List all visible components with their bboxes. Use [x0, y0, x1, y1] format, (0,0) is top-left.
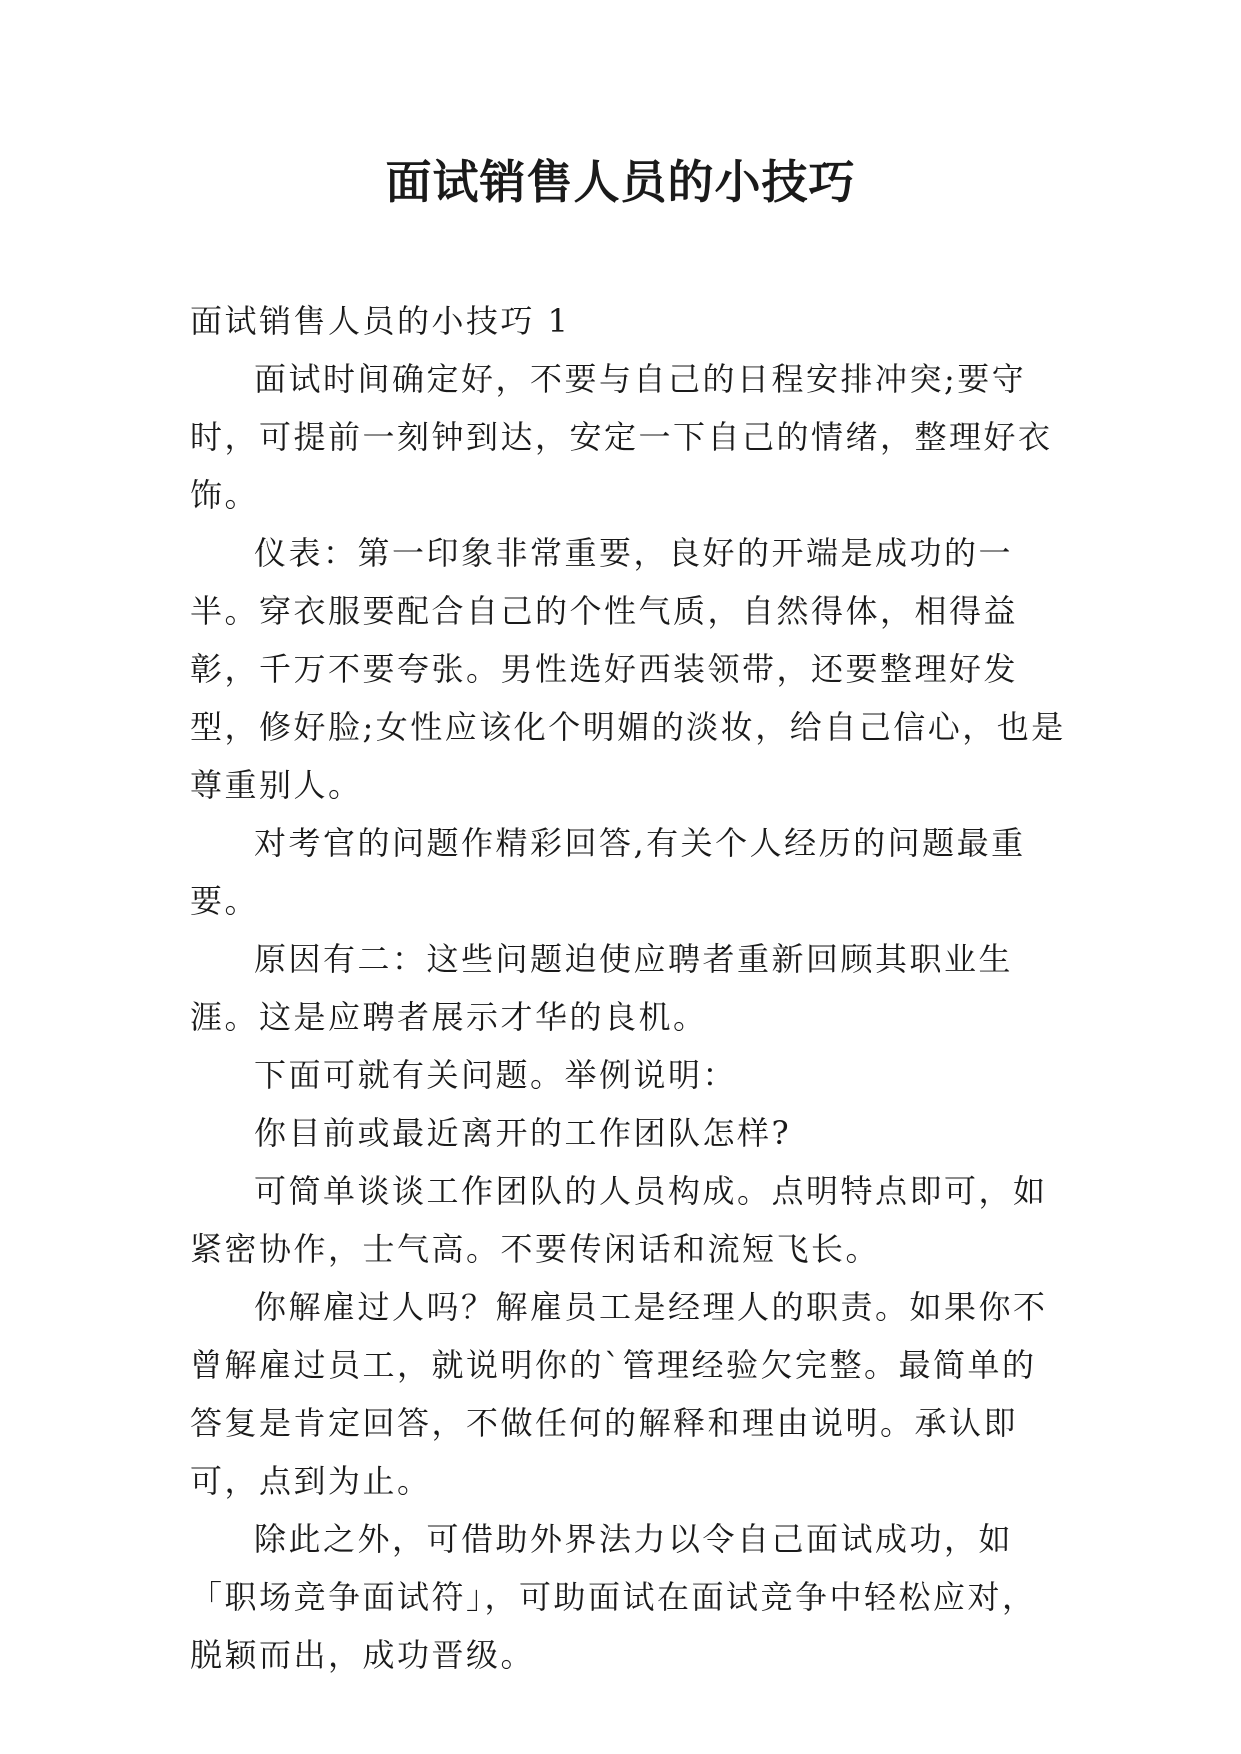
- document-body: [190, 292, 1070, 1684]
- paragraph-punctuality: 面试时间确定好，不要与自己的日程安排冲突;要守时，可提前一刻钟到达，安定一下自己的情绪，整理好衣饰。: [190, 360, 1053, 514]
- paragraph-team-answer: 可简单谈谈工作团队的人员构成。点明特点即可，如紧密协作，士气高。不要传闲话和流短飞长。: [190, 1172, 1048, 1268]
- paragraph-team-question: 你目前或最近离开的工作团队怎样?: [254, 1114, 792, 1152]
- paragraph-answer-questions: 对考官的问题作精彩回答,有关个人经历的问题最重要。: [190, 824, 1026, 920]
- paragraph-dismissal: 你解雇过人吗？解雇员工是经理人的职责。如果你不曾解雇过员工，就说明你的`管理经验欠完整。最简单的答复是肯定回答，不做任何的解释和理由说明。承认即可，点到为止。: [190, 1288, 1048, 1500]
- document-title: 面试销售人员的小技巧: [385, 155, 856, 209]
- section-heading: 面试销售人员的小技巧 1: [190, 302, 571, 340]
- paragraph-two-reasons: 原因有二：这些问题迫使应聘者重新回顾其职业生涯。这是应聘者展示才华的良机。: [190, 940, 1014, 1036]
- paragraph-conclusion: 除此之外，可借助外界法力以令自己面试成功，如「职场竞争面试符」，可助面试在面试竞争中轻松应对，脱颖而出，成功晋级。: [190, 1520, 1037, 1674]
- paragraph-examples-intro: 下面可就有关问题。举例说明：: [254, 1056, 738, 1094]
- paragraph-appearance: 仪表：第一印象非常重要，良好的开端是成功的一半。穿衣服要配合自己的个性气质，自然得体，相得益彰，千万不要夸张。男性选好西装领带，还要整理好发型，修好脸;女性应该化个明媚的淡妆，给自己信心，也是尊重别人。: [190, 534, 1066, 804]
